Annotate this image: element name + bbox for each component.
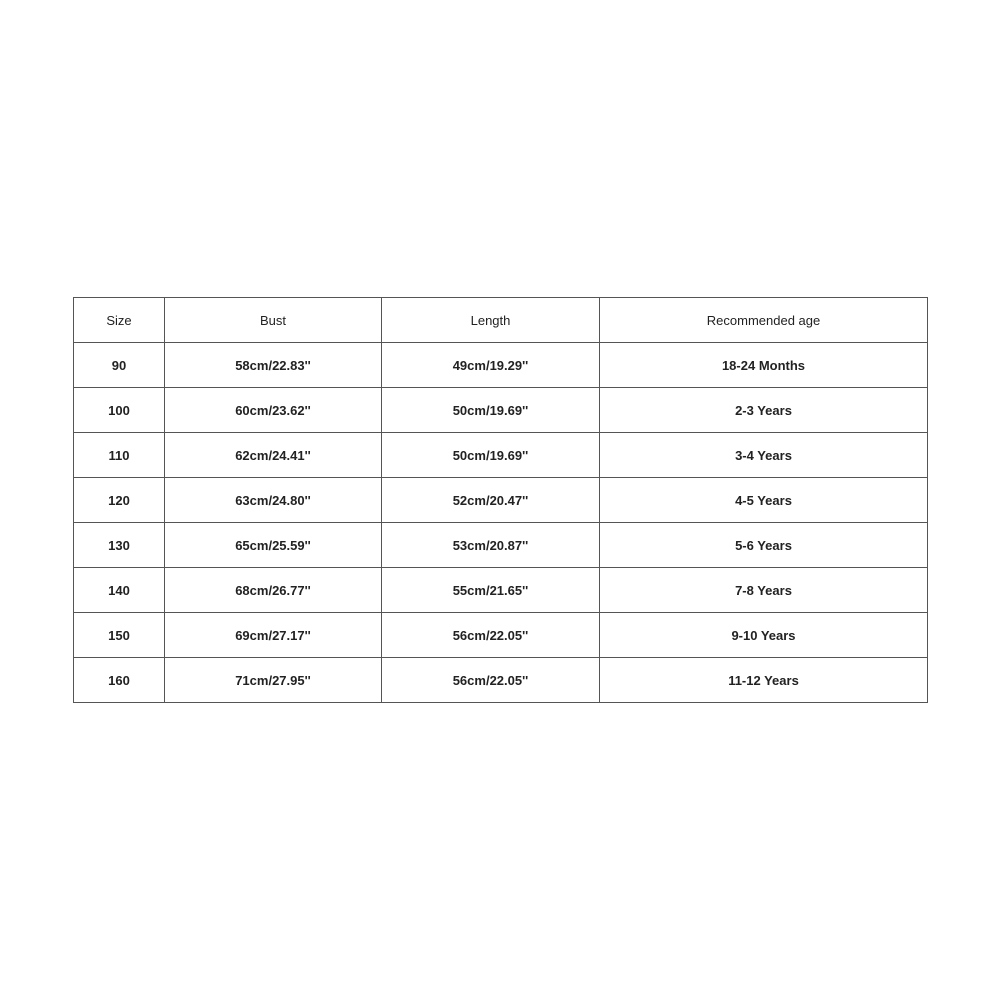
- table-header-row: [74, 298, 928, 343]
- cell-bust: 63cm/24.80'': [165, 478, 382, 523]
- cell-bust: 69cm/27.17'': [165, 613, 382, 658]
- size-chart-table: [73, 297, 928, 703]
- cell-recommended-age: 11-12 Years: [600, 658, 928, 703]
- cell-length: 52cm/20.47'': [382, 478, 600, 523]
- cell-recommended-age: 9-10 Years: [600, 613, 928, 658]
- cell-bust: 62cm/24.41'': [165, 433, 382, 478]
- table-row: [74, 478, 928, 523]
- cell-size: 100: [74, 388, 165, 433]
- cell-length: 53cm/20.87'': [382, 523, 600, 568]
- cell-size: 110: [74, 433, 165, 478]
- cell-length: 50cm/19.69'': [382, 433, 600, 478]
- cell-recommended-age: 5-6 Years: [600, 523, 928, 568]
- cell-size: 140: [74, 568, 165, 613]
- table-row: [74, 658, 928, 703]
- header-size: Size: [74, 298, 165, 343]
- cell-bust: 65cm/25.59'': [165, 523, 382, 568]
- header-recommended-age: Recommended age: [600, 298, 928, 343]
- cell-size: 90: [74, 343, 165, 388]
- cell-bust: 60cm/23.62'': [165, 388, 382, 433]
- table-row: [74, 388, 928, 433]
- cell-size: 150: [74, 613, 165, 658]
- cell-bust: 58cm/22.83'': [165, 343, 382, 388]
- cell-recommended-age: 3-4 Years: [600, 433, 928, 478]
- table-row: [74, 343, 928, 388]
- cell-bust: 71cm/27.95'': [165, 658, 382, 703]
- table-row: [74, 523, 928, 568]
- table-row: [74, 433, 928, 478]
- cell-length: 56cm/22.05'': [382, 658, 600, 703]
- cell-size: 130: [74, 523, 165, 568]
- table-row: [74, 613, 928, 658]
- cell-recommended-age: 4-5 Years: [600, 478, 928, 523]
- cell-bust: 68cm/26.77'': [165, 568, 382, 613]
- cell-length: 56cm/22.05'': [382, 613, 600, 658]
- header-length: Length: [382, 298, 600, 343]
- cell-length: 55cm/21.65'': [382, 568, 600, 613]
- header-bust: Bust: [165, 298, 382, 343]
- cell-size: 120: [74, 478, 165, 523]
- cell-length: 50cm/19.69'': [382, 388, 600, 433]
- cell-recommended-age: 7-8 Years: [600, 568, 928, 613]
- table-row: [74, 568, 928, 613]
- cell-recommended-age: 18-24 Months: [600, 343, 928, 388]
- cell-recommended-age: 2-3 Years: [600, 388, 928, 433]
- cell-length: 49cm/19.29'': [382, 343, 600, 388]
- cell-size: 160: [74, 658, 165, 703]
